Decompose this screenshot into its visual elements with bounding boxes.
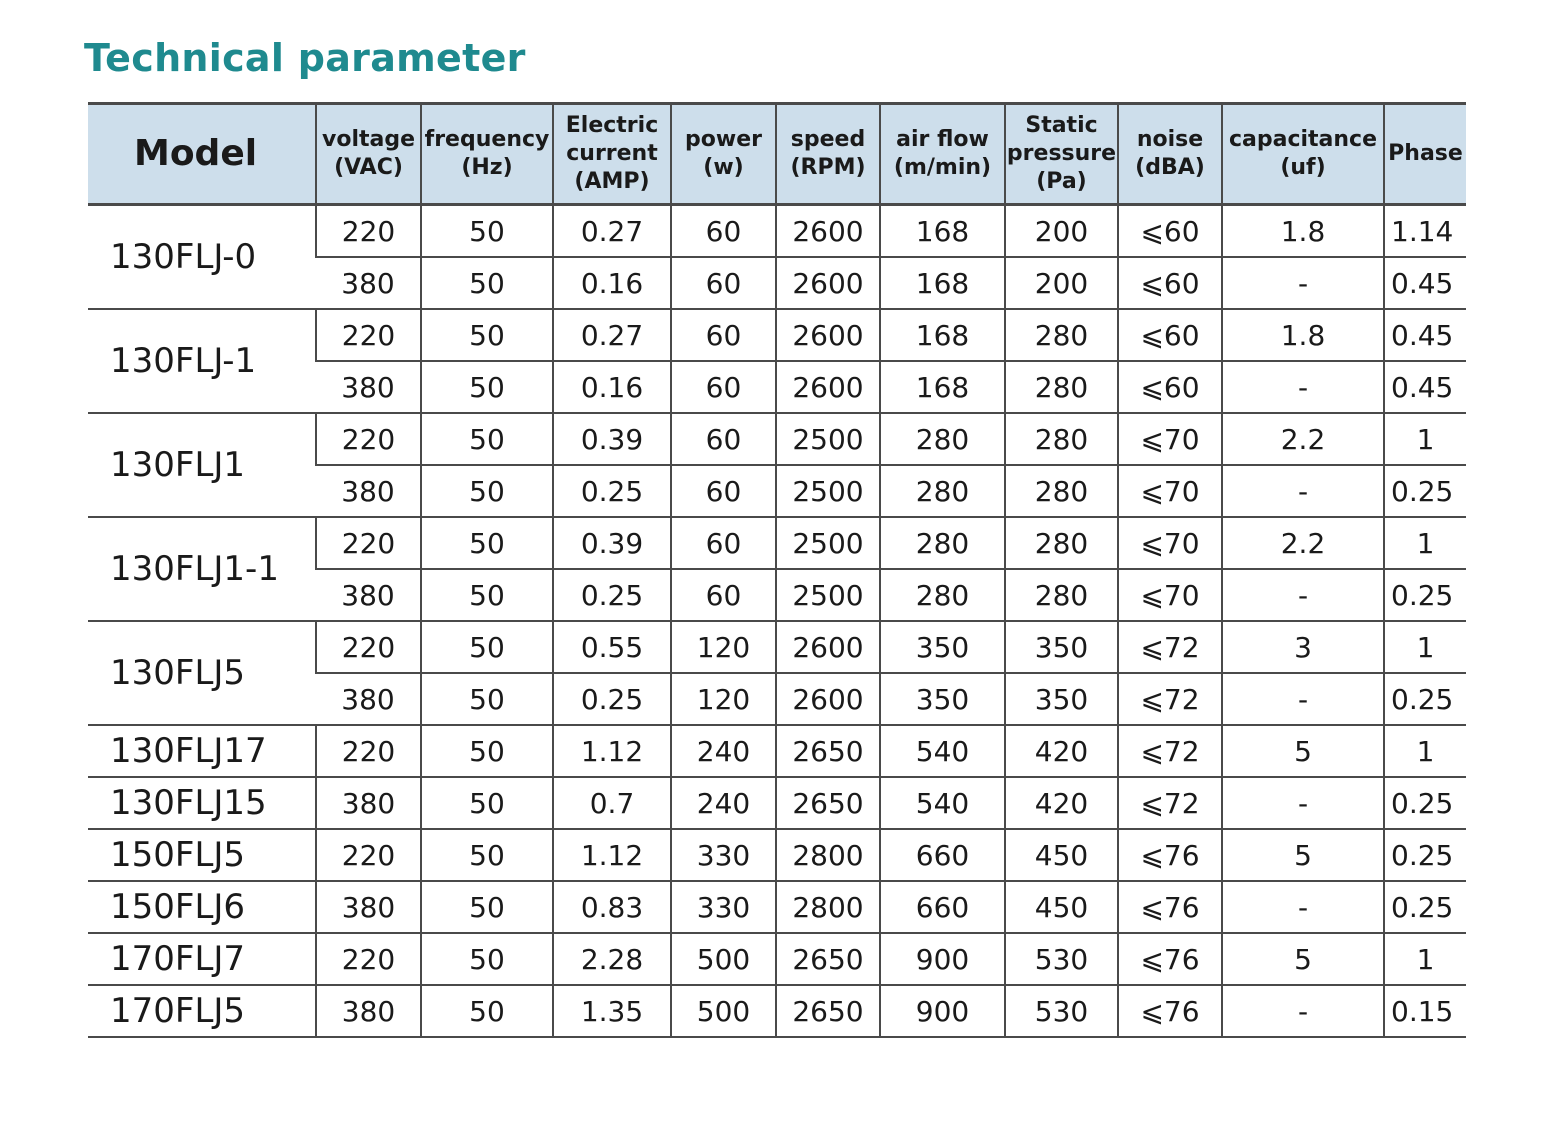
header-airflow-unit: (m/min) [893, 155, 992, 180]
voltage-cell: 220 [316, 933, 421, 985]
current-cell: 0.25 [553, 569, 671, 621]
pressure-cell: 350 [1005, 621, 1118, 673]
airflow-cell: 900 [880, 933, 1005, 985]
power-cell: 60 [671, 257, 776, 309]
phase-cell: 0.25 [1384, 465, 1466, 517]
header-noise [1118, 104, 1222, 205]
voltage-cell: 380 [316, 361, 421, 413]
speed-cell: 2650 [776, 985, 880, 1037]
pressure-cell: 280 [1005, 361, 1118, 413]
header-capacitance-label: capacitance [1228, 127, 1378, 152]
header-frequency [421, 104, 553, 205]
power-cell: 60 [671, 205, 776, 258]
frequency-cell: 50 [421, 465, 553, 517]
table-row [88, 829, 1466, 881]
header-voltage [316, 104, 421, 205]
power-cell: 60 [671, 413, 776, 465]
frequency-cell: 50 [421, 569, 553, 621]
power-cell: 240 [671, 725, 776, 777]
current-cell: 1.35 [553, 985, 671, 1037]
header-phase-label: Phase [1388, 141, 1463, 166]
current-cell: 0.27 [553, 309, 671, 361]
model-name-cell: 170FLJ7 [88, 933, 316, 985]
speed-cell: 2600 [776, 361, 880, 413]
capacitance-cell: - [1222, 985, 1384, 1037]
noise-cell: ⩽60 [1118, 361, 1222, 413]
table-row [88, 881, 1466, 933]
phase-cell: 1 [1384, 517, 1466, 569]
speed-cell: 2600 [776, 205, 880, 258]
current-cell: 0.55 [553, 621, 671, 673]
pressure-cell: 420 [1005, 777, 1118, 829]
frequency-cell: 50 [421, 777, 553, 829]
pressure-cell: 530 [1005, 933, 1118, 985]
speed-cell: 2650 [776, 777, 880, 829]
speed-cell: 2600 [776, 309, 880, 361]
pressure-cell: 280 [1005, 569, 1118, 621]
airflow-cell: 660 [880, 881, 1005, 933]
speed-cell: 2650 [776, 725, 880, 777]
frequency-cell: 50 [421, 673, 553, 725]
frequency-cell: 50 [421, 361, 553, 413]
phase-cell: 0.25 [1384, 673, 1466, 725]
voltage-cell: 380 [316, 985, 421, 1037]
header-frequency-unit: (Hz) [461, 155, 513, 180]
voltage-cell: 380 [316, 569, 421, 621]
pressure-cell: 200 [1005, 205, 1118, 258]
table-row [88, 933, 1466, 985]
header-speed [776, 104, 880, 205]
voltage-cell: 380 [316, 257, 421, 309]
current-cell: 0.27 [553, 205, 671, 258]
noise-cell: ⩽60 [1118, 257, 1222, 309]
speed-cell: 2500 [776, 465, 880, 517]
model-name-cell: 130FLJ-0 [88, 205, 316, 310]
airflow-cell: 168 [880, 205, 1005, 258]
capacitance-cell: - [1222, 361, 1384, 413]
phase-cell: 1 [1384, 725, 1466, 777]
noise-cell: ⩽76 [1118, 881, 1222, 933]
capacitance-cell: - [1222, 257, 1384, 309]
phase-cell: 1 [1384, 933, 1466, 985]
airflow-cell: 350 [880, 621, 1005, 673]
frequency-cell: 50 [421, 621, 553, 673]
power-cell: 330 [671, 829, 776, 881]
speed-cell: 2500 [776, 517, 880, 569]
phase-cell: 0.45 [1384, 309, 1466, 361]
noise-cell: ⩽70 [1118, 569, 1222, 621]
capacitance-cell: 1.8 [1222, 205, 1384, 258]
table-row [88, 985, 1466, 1037]
power-cell: 60 [671, 465, 776, 517]
model-name-cell: 170FLJ5 [88, 985, 316, 1037]
noise-cell: ⩽60 [1118, 309, 1222, 361]
header-speed-label: speed [790, 127, 866, 152]
power-cell: 240 [671, 777, 776, 829]
airflow-cell: 168 [880, 361, 1005, 413]
capacitance-cell: - [1222, 673, 1384, 725]
header-capacitance-unit: (uf) [1280, 155, 1326, 180]
noise-cell: ⩽72 [1118, 621, 1222, 673]
voltage-cell: 220 [316, 517, 421, 569]
pressure-cell: 200 [1005, 257, 1118, 309]
header-airflow [880, 104, 1005, 205]
header-phase [1384, 104, 1466, 205]
model-name-cell: 150FLJ6 [88, 881, 316, 933]
current-cell: 0.39 [553, 517, 671, 569]
airflow-cell: 540 [880, 725, 1005, 777]
power-cell: 60 [671, 517, 776, 569]
table-row [88, 205, 1466, 258]
table-row [88, 621, 1466, 673]
power-cell: 60 [671, 309, 776, 361]
noise-cell: ⩽70 [1118, 517, 1222, 569]
table-row [88, 309, 1466, 361]
power-cell: 120 [671, 621, 776, 673]
speed-cell: 2500 [776, 569, 880, 621]
header-row [88, 104, 1466, 205]
airflow-cell: 540 [880, 777, 1005, 829]
header-pressure-label-1: Static [1025, 113, 1098, 138]
header-noise-label: noise [1136, 127, 1204, 152]
frequency-cell: 50 [421, 309, 553, 361]
frequency-cell: 50 [421, 725, 553, 777]
airflow-cell: 350 [880, 673, 1005, 725]
pressure-cell: 280 [1005, 517, 1118, 569]
header-current-label-1: Electric [565, 113, 659, 138]
phase-cell: 0.45 [1384, 361, 1466, 413]
header-noise-unit: (dBA) [1135, 155, 1205, 180]
speed-cell: 2600 [776, 673, 880, 725]
model-name-cell: 130FLJ15 [88, 777, 316, 829]
speed-cell: 2650 [776, 933, 880, 985]
phase-cell: 0.25 [1384, 829, 1466, 881]
capacitance-cell: - [1222, 777, 1384, 829]
table-row [88, 517, 1466, 569]
table-row [88, 777, 1466, 829]
header-frequency-label: frequency [424, 127, 550, 152]
header-voltage-label: voltage [321, 127, 416, 152]
frequency-cell: 50 [421, 205, 553, 258]
table-body [88, 205, 1466, 1038]
header-pressure [1005, 104, 1118, 205]
noise-cell: ⩽76 [1118, 985, 1222, 1037]
table-row [88, 725, 1466, 777]
noise-cell: ⩽72 [1118, 725, 1222, 777]
capacitance-cell: - [1222, 465, 1384, 517]
noise-cell: ⩽76 [1118, 933, 1222, 985]
airflow-cell: 900 [880, 985, 1005, 1037]
frequency-cell: 50 [421, 517, 553, 569]
phase-cell: 0.45 [1384, 257, 1466, 309]
voltage-cell: 380 [316, 465, 421, 517]
current-cell: 0.39 [553, 413, 671, 465]
speed-cell: 2800 [776, 829, 880, 881]
model-name-cell: 150FLJ5 [88, 829, 316, 881]
capacitance-cell: - [1222, 569, 1384, 621]
header-pressure-label-2: pressure [1006, 141, 1117, 166]
capacitance-cell: 5 [1222, 725, 1384, 777]
phase-cell: 0.15 [1384, 985, 1466, 1037]
model-name-cell: 130FLJ1 [88, 413, 316, 517]
capacitance-cell: - [1222, 881, 1384, 933]
pressure-cell: 450 [1005, 881, 1118, 933]
power-cell: 60 [671, 361, 776, 413]
noise-cell: ⩽70 [1118, 413, 1222, 465]
airflow-cell: 168 [880, 309, 1005, 361]
voltage-cell: 220 [316, 205, 421, 258]
header-voltage-unit: (VAC) [334, 155, 403, 180]
power-cell: 500 [671, 933, 776, 985]
header-current-label-2: current [566, 141, 658, 166]
current-cell: 1.12 [553, 725, 671, 777]
current-cell: 0.83 [553, 881, 671, 933]
noise-cell: ⩽72 [1118, 777, 1222, 829]
capacitance-cell: 2.2 [1222, 517, 1384, 569]
current-cell: 1.12 [553, 829, 671, 881]
technical-parameter-table [88, 102, 1466, 1038]
header-pressure-unit: (Pa) [1036, 169, 1087, 194]
header-power-label: power [685, 127, 762, 152]
pressure-cell: 450 [1005, 829, 1118, 881]
pressure-cell: 420 [1005, 725, 1118, 777]
phase-cell: 1 [1384, 621, 1466, 673]
pressure-cell: 530 [1005, 985, 1118, 1037]
noise-cell: ⩽70 [1118, 465, 1222, 517]
current-cell: 2.28 [553, 933, 671, 985]
power-cell: 330 [671, 881, 776, 933]
model-name-cell: 130FLJ1-1 [88, 517, 316, 621]
frequency-cell: 50 [421, 933, 553, 985]
pressure-cell: 280 [1005, 465, 1118, 517]
phase-cell: 0.25 [1384, 569, 1466, 621]
speed-cell: 2500 [776, 413, 880, 465]
frequency-cell: 50 [421, 881, 553, 933]
capacitance-cell: 3 [1222, 621, 1384, 673]
airflow-cell: 280 [880, 569, 1005, 621]
header-current [553, 104, 671, 205]
header-speed-unit: (RPM) [790, 155, 866, 180]
header-current-unit: (AMP) [574, 169, 650, 194]
current-cell: 0.25 [553, 673, 671, 725]
capacitance-cell: 5 [1222, 933, 1384, 985]
frequency-cell: 50 [421, 985, 553, 1037]
airflow-cell: 280 [880, 413, 1005, 465]
phase-cell: 0.25 [1384, 881, 1466, 933]
capacitance-cell: 1.8 [1222, 309, 1384, 361]
phase-cell: 1 [1384, 413, 1466, 465]
header-airflow-label: air flow [896, 127, 989, 152]
voltage-cell: 220 [316, 621, 421, 673]
model-name-cell: 130FLJ17 [88, 725, 316, 777]
current-cell: 0.16 [553, 257, 671, 309]
speed-cell: 2600 [776, 257, 880, 309]
header-capacitance [1222, 104, 1384, 205]
model-name-cell: 130FLJ5 [88, 621, 316, 725]
frequency-cell: 50 [421, 413, 553, 465]
capacitance-cell: 5 [1222, 829, 1384, 881]
header-model: Model [88, 104, 316, 205]
power-cell: 120 [671, 673, 776, 725]
phase-cell: 1.14 [1384, 205, 1466, 258]
model-name-cell: 130FLJ-1 [88, 309, 316, 413]
current-cell: 0.7 [553, 777, 671, 829]
capacitance-cell: 2.2 [1222, 413, 1384, 465]
voltage-cell: 220 [316, 725, 421, 777]
voltage-cell: 220 [316, 309, 421, 361]
noise-cell: ⩽72 [1118, 673, 1222, 725]
pressure-cell: 350 [1005, 673, 1118, 725]
noise-cell: ⩽76 [1118, 829, 1222, 881]
airflow-cell: 660 [880, 829, 1005, 881]
airflow-cell: 168 [880, 257, 1005, 309]
voltage-cell: 380 [316, 881, 421, 933]
header-power-unit: (w) [703, 155, 744, 180]
speed-cell: 2600 [776, 621, 880, 673]
page-title: Technical parameter [84, 36, 526, 80]
pressure-cell: 280 [1005, 413, 1118, 465]
power-cell: 60 [671, 569, 776, 621]
current-cell: 0.16 [553, 361, 671, 413]
table-row [88, 413, 1466, 465]
phase-cell: 0.25 [1384, 777, 1466, 829]
airflow-cell: 280 [880, 517, 1005, 569]
frequency-cell: 50 [421, 829, 553, 881]
frequency-cell: 50 [421, 257, 553, 309]
current-cell: 0.25 [553, 465, 671, 517]
power-cell: 500 [671, 985, 776, 1037]
voltage-cell: 380 [316, 673, 421, 725]
pressure-cell: 280 [1005, 309, 1118, 361]
voltage-cell: 220 [316, 829, 421, 881]
speed-cell: 2800 [776, 881, 880, 933]
header-power [671, 104, 776, 205]
voltage-cell: 380 [316, 777, 421, 829]
airflow-cell: 280 [880, 465, 1005, 517]
noise-cell: ⩽60 [1118, 205, 1222, 258]
voltage-cell: 220 [316, 413, 421, 465]
